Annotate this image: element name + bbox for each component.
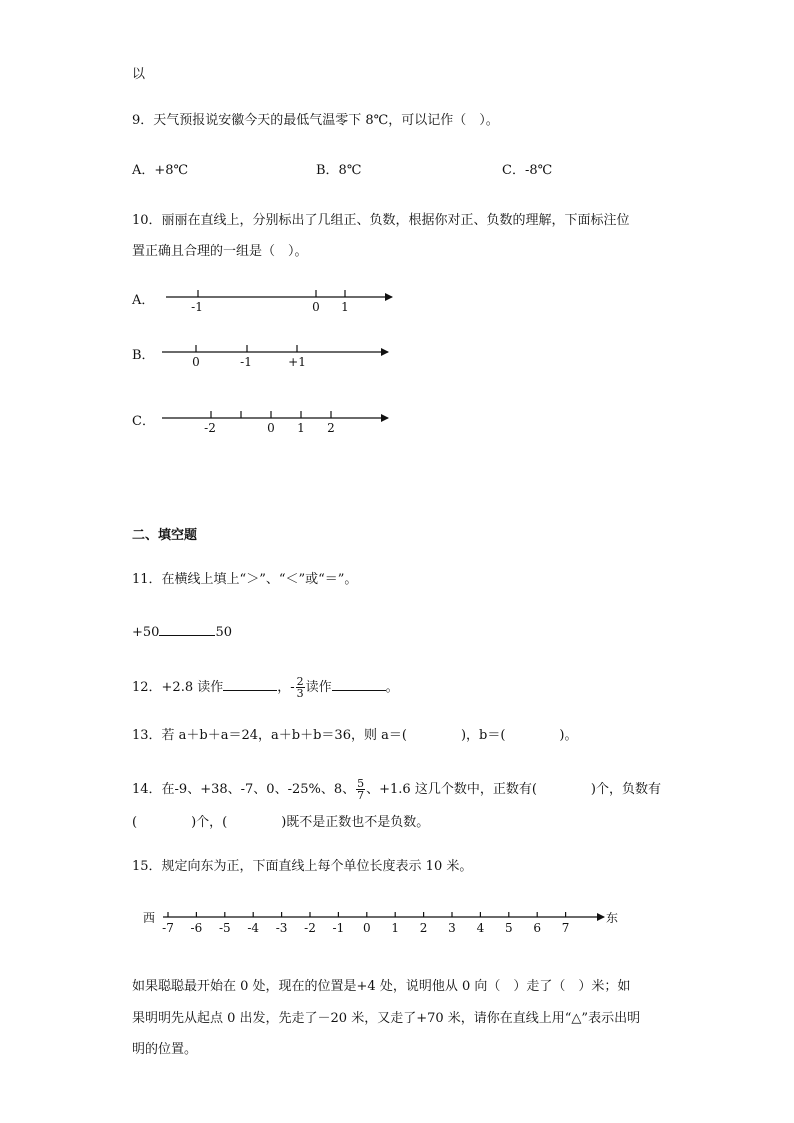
q9-option-a: A．+8℃ xyxy=(132,163,189,178)
q15-para-line2: 果明明先从起点 0 出发，先走了－20 米，又走了+70 米，请你在直线上用“△”表示出明 xyxy=(132,1011,641,1026)
q9-option-b: B．8℃ xyxy=(316,163,362,178)
q10-stem-line1: 10．丽丽在直线上，分别标出了几组正、负数，根据你对正、负数的理解，下面标注位 xyxy=(132,213,630,228)
q12-blank-2[interactable] xyxy=(332,677,386,691)
section-title: 二、填空题 xyxy=(132,528,198,543)
number-line-c-label: 1 xyxy=(297,421,305,435)
q11-right-value: 50 xyxy=(215,625,232,640)
q12-frac-numerator: 2 xyxy=(296,675,304,688)
q14-line1 xyxy=(132,778,661,801)
number-line-b-label: +1 xyxy=(288,355,306,369)
q12-sep: ，- xyxy=(277,680,295,695)
q14-line2c: )既不是正数也不是负数。 xyxy=(281,815,430,830)
q15-tick-label: -1 xyxy=(332,921,345,935)
q15-number-line xyxy=(143,911,618,935)
q9-option-c: C．-8℃ xyxy=(502,163,553,178)
number-line-c-label: 2 xyxy=(327,421,335,435)
q14-line2a: ( xyxy=(132,815,138,830)
q15-tick-label: 3 xyxy=(448,921,456,935)
q10-option-b-label: B． xyxy=(132,348,155,363)
q15-east-label: 东 xyxy=(606,911,619,925)
q15-tick-label: 7 xyxy=(561,921,570,935)
q13-part1: 13．若 a＋b＋a＝24，a＋b＋b＝36，则 a＝( xyxy=(132,728,407,743)
q15-para-line3: 明的位置。 xyxy=(132,1042,198,1057)
q15-para-line1: 如果聪聪最开始在 0 处，现在的位置是+4 处，说明他从 0 向（ ）走了（ ）米；如 xyxy=(132,979,631,994)
q14-part3: )个，负数有 xyxy=(590,782,661,797)
q15-tick-label: -5 xyxy=(218,921,231,935)
q15-tick-label: 5 xyxy=(504,921,513,935)
q14-frac-denominator: 7 xyxy=(357,789,365,802)
number-line-c xyxy=(162,411,388,435)
q11-stem: 11．在横线上填上“＞”、“＜”或“＝”。 xyxy=(132,572,358,587)
continued-text: 以 xyxy=(132,67,146,82)
q15-tick-label: 2 xyxy=(419,921,428,935)
q15-tick-label: -6 xyxy=(190,921,203,935)
q10-option-a-label: A． xyxy=(132,293,155,308)
q15-tick-label: 0 xyxy=(362,921,371,935)
q12-end: 。 xyxy=(385,680,399,695)
q11-answer-blank[interactable] xyxy=(159,622,215,636)
q15-stem: 15．规定向东为正，下面直线上每个单位长度表示 10 米。 xyxy=(132,859,473,874)
q14-part2: 、+1.6 这几个数中，正数有( xyxy=(366,782,537,797)
q14-line2 xyxy=(132,814,429,832)
q15-tick-label: 4 xyxy=(476,921,485,935)
q15-tick-label: 6 xyxy=(533,921,542,935)
q9-stem: 9．天气预报说安徽今天的最低气温零下 8℃，可以记作（ ）。 xyxy=(132,113,499,128)
q12-prefix: 12．+2.8 读作 xyxy=(132,680,224,695)
q13-part3: )。 xyxy=(559,728,578,743)
q15-tick-label: -2 xyxy=(304,921,316,935)
q14-frac-numerator: 5 xyxy=(357,777,365,790)
q14-fraction xyxy=(356,778,365,801)
q12-line xyxy=(132,676,399,699)
q12-frac-denominator: 3 xyxy=(296,687,304,700)
number-line-b xyxy=(162,345,388,369)
q12-blank-1[interactable] xyxy=(223,677,277,691)
q11-compare xyxy=(132,622,232,642)
number-line-a-label: 1 xyxy=(341,300,349,314)
q15-tick-label: -4 xyxy=(247,921,260,935)
q12-mid: 读作 xyxy=(305,680,332,695)
q14-line2b: )个，( xyxy=(191,815,228,830)
q15-west-label: 西 xyxy=(143,911,156,925)
q11-left-value: +50 xyxy=(132,625,160,640)
number-line-c-label: -2 xyxy=(204,421,216,435)
q10-option-c-label: C． xyxy=(132,414,155,429)
q13-line xyxy=(132,727,577,745)
number-line-a-label: -1 xyxy=(191,300,203,314)
number-line-b-label: 0 xyxy=(192,355,200,369)
q15-tick-label: 1 xyxy=(391,921,400,935)
number-line-a xyxy=(166,290,392,314)
q10-stem-line2: 置正确且合理的一组是（ ）。 xyxy=(132,244,308,259)
number-line-a-label: 0 xyxy=(312,300,320,314)
number-line-b-label: -1 xyxy=(240,355,252,369)
q12-fraction xyxy=(296,676,305,699)
q13-part2: )，b＝( xyxy=(460,728,506,743)
number-line-c-label: 0 xyxy=(267,421,275,435)
q15-tick-label: -3 xyxy=(275,921,288,935)
q15-tick-label: -7 xyxy=(162,921,174,935)
q14-part1: 14．在-9、+38、-7、0、-25%、8、 xyxy=(132,782,356,797)
